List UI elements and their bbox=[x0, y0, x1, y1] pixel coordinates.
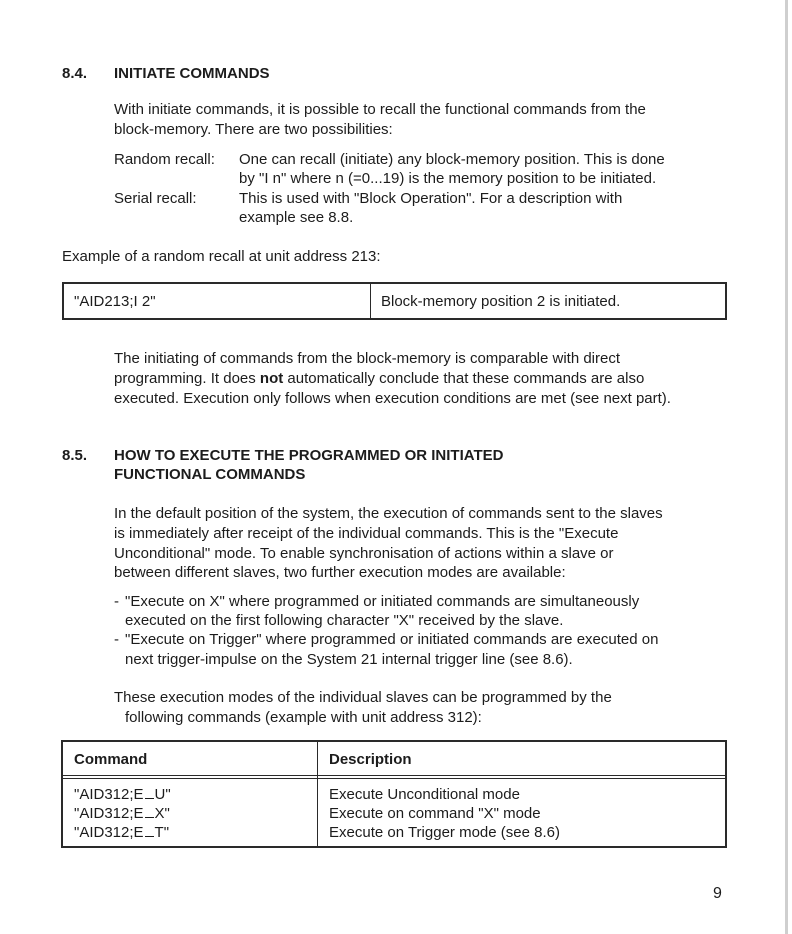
table-row-2-description: Execute on command "X" mode bbox=[329, 805, 541, 822]
row-3-cmd-post: T" bbox=[154, 824, 170, 841]
closing-line-1: The initiating of commands from the block-memory is comparable with direct bbox=[114, 350, 621, 367]
row-2-cmd-post: X" bbox=[154, 805, 170, 822]
section-8-4-number: 8.4. bbox=[62, 65, 88, 82]
commands-table bbox=[61, 740, 727, 848]
header-rule-2 bbox=[63, 778, 725, 779]
example-table-divider bbox=[370, 284, 371, 318]
table-row-1-description: Execute Unconditional mode bbox=[329, 786, 520, 803]
row-1-cmd-post: U" bbox=[154, 786, 171, 803]
page-number: 9 bbox=[713, 885, 722, 902]
header-rule-1 bbox=[63, 775, 725, 776]
row-3-cmd-pre: "AID312;E bbox=[74, 824, 144, 841]
example-heading: Example of a random recall at unit address 213: bbox=[62, 248, 381, 265]
para-line-1: In the default position of the system, the execution of commands sent to the slaves bbox=[114, 505, 663, 522]
random-recall-label: Random recall: bbox=[114, 151, 215, 168]
bullet-1-line-2: executed on the first following character "X" received by the slave. bbox=[125, 612, 564, 629]
closing-rest: automatically conclude that these commands are also bbox=[287, 370, 645, 387]
commands-table-divider bbox=[317, 742, 318, 846]
serial-recall-text-1: This is used with "Block Operation". For a description with bbox=[239, 190, 623, 207]
section-8-5-title-1: HOW TO EXECUTE THE PROGRAMMED OR INITIATED bbox=[114, 447, 504, 464]
para-line-2: is immediately after receipt of the individual commands. This is the "Execute bbox=[114, 525, 619, 542]
para-line-4: between different slaves, two further execution modes are available: bbox=[114, 564, 566, 581]
table-row-3-command bbox=[74, 823, 169, 842]
table-row-2-command bbox=[74, 804, 170, 823]
intro-line-2: block-memory. There are two possibilities: bbox=[114, 121, 393, 138]
serial-recall-text-2: example see 8.8. bbox=[239, 209, 354, 226]
serial-recall-label: Serial recall: bbox=[114, 190, 197, 207]
bullet-2-line-2: next trigger-impulse on the System 21 internal trigger line (see 8.6). bbox=[125, 651, 573, 668]
modes-intro-1: These execution modes of the individual slaves can be programmed by the bbox=[114, 689, 612, 706]
header-description: Description bbox=[329, 751, 412, 768]
underscore-glyph bbox=[145, 805, 154, 818]
intro-line-1: With initiate commands, it is possible to recall the functional commands from the bbox=[114, 101, 646, 118]
closing-line-3: executed. Execution only follows when execution conditions are met (see next part). bbox=[114, 390, 671, 407]
header-command: Command bbox=[74, 751, 148, 768]
closing-line-2 bbox=[114, 369, 644, 388]
closing-not-emphasis: not bbox=[259, 370, 284, 387]
closing-it-does: It does bbox=[210, 370, 256, 387]
table-row-3-description: Execute on Trigger mode (see 8.6) bbox=[329, 824, 560, 841]
random-recall-text-2: by "I n" where n (=0...19) is the memory position to be initiated. bbox=[239, 170, 657, 187]
example-description: Block-memory position 2 is initiated. bbox=[381, 293, 621, 310]
page-edge-shadow bbox=[785, 0, 788, 934]
row-2-cmd-pre: "AID312;E bbox=[74, 805, 144, 822]
bullet-1-line-1: "Execute on X" where programmed or initiated commands are simultaneously bbox=[125, 593, 640, 610]
underscore-glyph bbox=[145, 824, 154, 837]
bullet-2-line-1: "Execute on Trigger" where programmed or initiated commands are executed on bbox=[125, 631, 659, 648]
bullet-dash-2: - bbox=[114, 631, 119, 648]
para-line-3: Unconditional" mode. To enable synchronisation of actions within a slave or bbox=[114, 545, 614, 562]
bullet-dash-1: - bbox=[114, 593, 119, 610]
section-8-5-title-2: FUNCTIONAL COMMANDS bbox=[114, 466, 306, 483]
modes-intro-2: following commands (example with unit address 312): bbox=[125, 709, 482, 726]
row-1-cmd-pre: "AID312;E bbox=[74, 786, 144, 803]
section-8-4-title: INITIATE COMMANDS bbox=[114, 65, 270, 82]
random-recall-text-1: One can recall (initiate) any block-memory position. This is done bbox=[239, 151, 665, 168]
example-command: "AID213;I 2" bbox=[74, 293, 156, 310]
example-table bbox=[62, 282, 727, 320]
table-row-1-command bbox=[74, 785, 171, 804]
underscore-glyph bbox=[145, 786, 154, 799]
section-8-5-number: 8.5. bbox=[62, 447, 88, 464]
closing-prefix: programming. bbox=[114, 370, 207, 387]
